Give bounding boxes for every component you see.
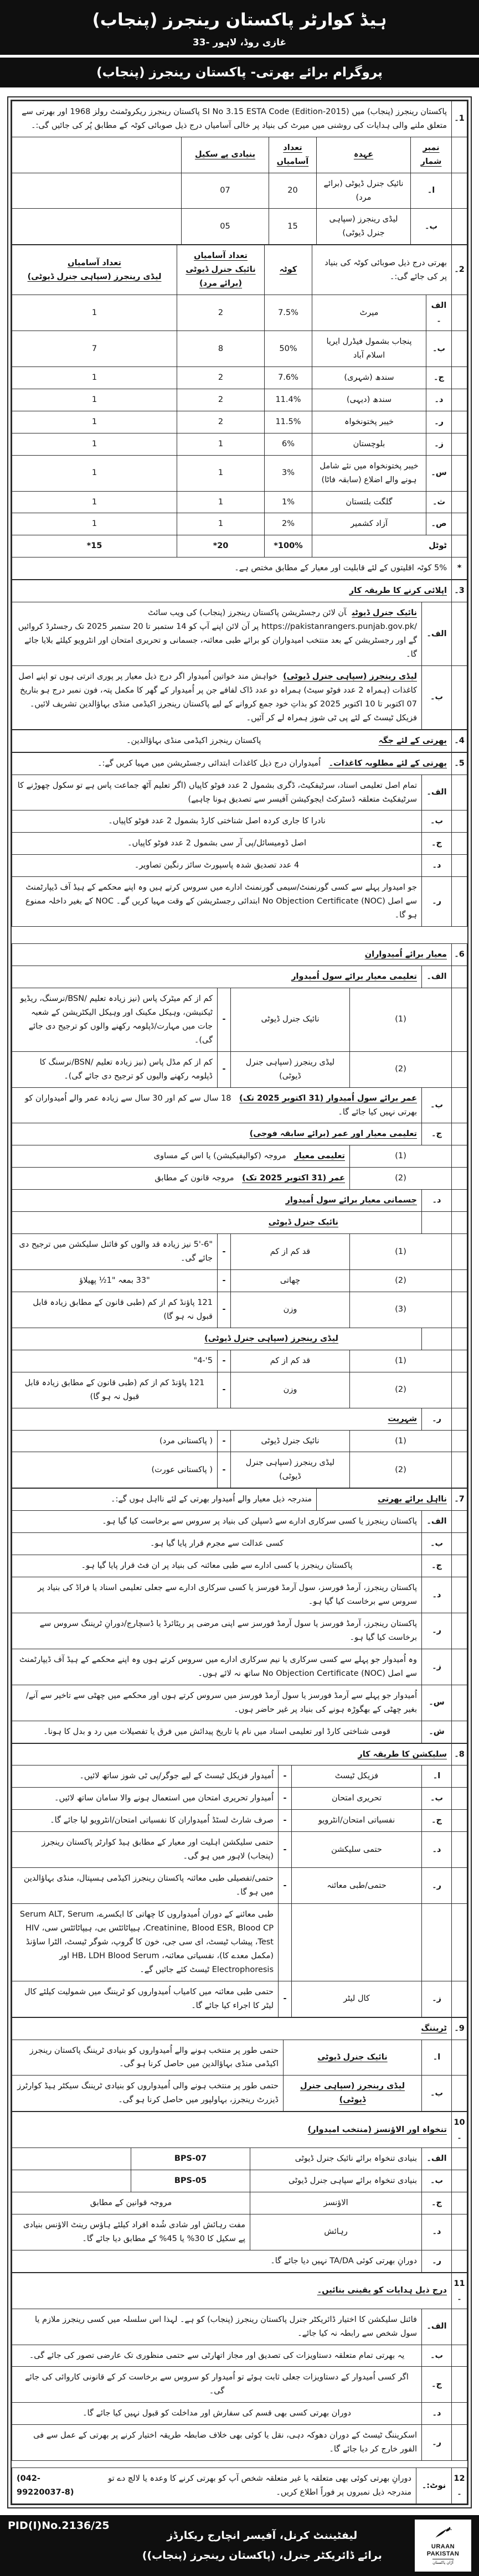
female-count: 1 [12, 295, 177, 331]
section5-intro: اُمیدواران درج ذیل کاغذات ابتدائی رجسٹریشن میں مہیا کریں گے:۔ [97, 758, 321, 768]
section10-heading: تنخواہ اور الاؤنسز (منتخب امیدوار) [12, 2112, 452, 2148]
vacancy-count: 15 [269, 209, 317, 245]
document-text: 4 عدد تصدیق شدہ پاسپورٹ سائز رنگین تصاویر۔ [12, 855, 422, 877]
section-10-pay [12, 2112, 467, 2273]
step-name: کال لیٹر [292, 1981, 422, 2017]
col-header-female [12, 245, 177, 295]
criterion-name: نائیک جنرل ڈیوٹی [231, 988, 350, 1051]
section-number: 2۔ [452, 245, 467, 295]
criterion-row: (1) نائیک جنرل ڈیوٹی - ( پاکستانی مرد) [12, 1430, 467, 1452]
criterion-text: کم از کم میٹرک پاس (نیز زیادہ تعلیم /BSN/نرسنگ، ریڈیو ٹیکنیشن، وہیکل مکینک اور وہیکل الیکٹریشن کے شعبہ جات میں مہارت/ڈپلومہ رکھنے والوں کو ترجیح دی جائے گی)۔ [12, 988, 218, 1051]
section5-heading: بھرتی کے لئے مطلوبہ کاغذات۔ [328, 758, 447, 768]
section-number: 6۔ [452, 944, 467, 966]
signature-line-1: لیفٹیننٹ کرنل، آفیسر انچارج ریکارڈز [167, 2529, 358, 2542]
citizenship-heading: شہریت [12, 1408, 422, 1430]
section-number: 12۔ [452, 2468, 467, 2504]
dash-separator: - [218, 988, 231, 1051]
venue-text: پاکستان رینجرز اکیڈمی منڈی بہاؤالدین۔ [126, 736, 261, 745]
bird-icon [434, 2526, 452, 2543]
instruction-row: د۔ دوران بھرتی کسی بھی قسم کی سفارش اور مداخلت کو قبول نہیں کیا جائے گا۔ [12, 2403, 467, 2425]
total-label: ٹوٹل [312, 535, 452, 557]
selection-row: ر۔ حتمی/طبی معائنہ - حتمی/تفصیلی طبی معائنہ پاکستان رینجرز اکیڈمی ہسپتال، منڈی بہاؤالدین میں ہو گا۔ [12, 1868, 467, 1904]
criterion-index: (1) [350, 988, 452, 1051]
section9-heading: ٹریننگ [12, 2017, 452, 2040]
apply-text: آن لائن رجسٹریشن پاکستان رینجرز (پنجاب) کی ویب سائٹ /https://pakistanrangers.punjab.gov.pk پر آن لائن اپنے آپ کو 14 ستمبر تا 20 ستمبر 2025 تک رجسٹرڈ کروائیں گے اور رجسٹریشن کے بعد منتخب امیدواران کو برائے طبی معائنہ، جسمانی و تحریری امتحان اور انٹرویو کیلئے بلایا جائے گا۔ [18, 608, 417, 659]
pay-row: الف۔ بنیادی تنخواہ برائے نائیک جنرل ڈیوٹی BPS-07 [12, 2148, 467, 2170]
quota-row: ج۔ سندھ (شہری) 7.6% 2 1 [12, 366, 467, 389]
physical-civil-heading: جسمانی معیار برائے سول اُمیدوار [12, 1190, 422, 1212]
section-number: 9۔ [452, 2017, 467, 2040]
apply-row [12, 602, 467, 666]
table-row [12, 209, 467, 245]
ineligible-row: س۔ اُمیدوار جو پہلے سے آرمڈ فورسز یا سول آرمڈ فورسز میں سروس کرتے ہوں اور محکمے میں چھٹی سے تاخیر سے آنے/بغیر چھٹی کے بھگوڑہ ہونے کی بنیاد پر غیر حاضر ہوں۔ [12, 1685, 467, 1721]
training-text: حتمی طور پر منتخب ہونے والی اُمیدواروں کو بنیادی ٹریننگ سیکٹر ہیڈ کوارٹرز ڈیزرٹ رینجرز، بہاولپور میں حاصل کرنا ہو گی۔ [12, 2076, 284, 2112]
section-9-training [12, 2017, 467, 2112]
section-number: 5۔ [452, 752, 467, 775]
section-gap [12, 2461, 467, 2467]
instruction-row: ب۔ یہ بھرتی تمام متعلقہ دستاویزات کی تصدیق اور مجاز اتھارٹی سے حتمی منظوری تک عارضی تصور کی جائے گی۔ [12, 2345, 467, 2367]
medical-tests-text: طبی معائنے کے دوران اُمیدواروں کا چھاتی کا ایکسرے، Serum ALT, Serum Creatinine, Blood ESR, Blood CP، ہیپاٹائٹس بی، ہیپاٹائٹس سی، HIV Test، پیشاب ٹیسٹ، ای سی جی، خون کا گروپ، شوگر ٹیسٹ، الٹرا ساؤنڈ (مکمل معدے کا)، نفسیاتی معائنہ، HB، LDH Blood Serum اور Electrophoresis ٹیسٹ کئے جائیں گے۔ [12, 1904, 279, 1981]
criterion-row: (3) وزن - 121 پاؤنڈ کم از کم (طبی قانون کے مطابق زیادہ قابل قبول نہ ہو گا) [12, 1292, 467, 1328]
tada-text: دورانِ بھرتی کوئی TA/DA نہیں دیا جائے گا۔ [12, 2250, 422, 2272]
pay-row: ر۔ دورانِ بھرتی کوئی TA/DA نہیں دیا جائے گا۔ [12, 2250, 467, 2272]
section-number: 8۔ [452, 1743, 467, 1765]
section2-intro: بھرتی درج ذیل صوبائی کوٹہ کی بنیاد پر کی جائے گی:۔ [312, 245, 452, 295]
pay-row: د۔ رہائش مفت رہائش اور شادی شُدہ افراد کیلئے ہاؤس رینٹ الاؤنس بنیادی پے سکیل کا 30% یا 45% کے مطابق دیا جائے گا۔ [12, 2214, 467, 2250]
program-banner: پروگرام برائے بھرتی- پاکستان رینجرز (پنجاب) [0, 55, 479, 87]
section-7-ineligible [12, 1488, 467, 1743]
criterion-row: (1) تعلیمی معیار مروجہ (کوالیفیکیشن) یا اس کے مساوی [12, 1145, 467, 1168]
age-civil-text: 18 سال سے کم اور 30 سال سے زیادہ عمر والے اُمیدواران کو بھرتی نہیں کیا جائے گا۔ [24, 1093, 417, 1117]
quota-row: ر۔ خیبر پختونخواہ 11.5% 2 1 [12, 411, 467, 433]
section-number: 7۔ [452, 1489, 467, 1511]
ineligible-row: ش۔ قومی شناختی کارڈ اور تعلیمی اسناد میں نام یا تاریخ پیدائش میں فرق یا تفصیلات میں رد و بدل کا ہونا۔ [12, 1721, 467, 1743]
criterion-row: (2) لیڈی رینجرز (سپاہی جنرل ڈیوٹی) - ( پاکستانی عورت) [12, 1452, 467, 1488]
quota-row: ب۔ پنجاب بشمول فیڈرل ایریا اسلام آباد 50% 8 7 [12, 331, 467, 367]
quota-label: میرٹ [312, 295, 426, 331]
note-text: دورانِ بھرتی کوئی بھی متعلقہ یا غیر متعلقہ شخص آپ کو بھرتی کرنے کا وعدہ یا لالچ دے تو مندرجہ ذیل نمبروں پر فوراً اطلاع کریں۔ [108, 2474, 411, 2497]
ineligible-row: الف۔ پاکستان رینجرز یا کسی سرکاری ادارے سے ڈسپلن کی بنیاد پر سروس سے برخاست کیا گیا ہو۔ [12, 1511, 467, 1533]
section-5-documents [12, 752, 467, 927]
document-row: ج۔ اصل ڈومیسائل/پی آر سی بشمول 2 عدد فوٹو کاپیاں۔ [12, 833, 467, 855]
document-row: ر۔ جو امیدوار پہلے سے کسی گورنمنٹ/سیمی گورنمنٹ ادارے میں سروس کرتے ہیں وہ اپنے محکمے کے ہیڈ آف ڈیپارٹمنٹ سے اصل No Objection Certificate (NOC) ابتدائی رجسٹریشن کے وقت مہیا کریں گے۔ NOC کے بغیر داخلہ ممنوع ہو گا۔ [12, 877, 467, 927]
post-name: لیڈی رینجرز (سپاہی جنرل ڈیوٹی) [317, 209, 411, 245]
section7-intro: مندرجہ ذیل معیار والے اُمیدوار بھرتی کے لئے نااہل ہوں گے:۔ [12, 1489, 317, 1511]
section11-heading: درج ذیل ہدایات کو یقینی بنائیں۔ [12, 2273, 452, 2309]
signature-line-2: برائے ڈائریکٹر جنرل، (پاکستان رینجرز (پنجاب)) [142, 2549, 382, 2562]
pay-row: ج۔ الاؤنسز مروجہ قوانین کے مطابق [12, 2192, 467, 2214]
signature-block [110, 2526, 415, 2565]
training-row: ب۔ لیڈی رینجرز (سپاہی جنرل ڈیوٹی) حتمی طور پر منتخب ہونے والی اُمیدواروں کو بنیادی ٹریننگ سیکٹر ہیڈ کوارٹرز ڈیزرٹ رینجرز، بہاولپور میں حاصل کرنا ہو گی۔ [12, 2076, 467, 2112]
section-number: 10۔ [452, 2112, 467, 2148]
apply-row [12, 665, 467, 729]
col-header-count: تعداد آسامیاں [269, 137, 317, 173]
pid-number: PID(I)No.2136/25 [8, 2520, 110, 2532]
ineligible-row: ب۔ کسی عدالت سے مجرم قرار پایا گیا ہو۔ [12, 1533, 467, 1555]
quota-row [12, 295, 467, 331]
section6-heading: معیار برائے اُمیدواران [12, 944, 452, 966]
section-number: 3۔ [452, 580, 467, 602]
ineligible-row: ج۔ پاکستان رینجرز یا کسی ادارے سے طبی معائنہ کی بنیاد پر ان فٹ قرار پایا گیا ہو۔ [12, 1555, 467, 1577]
pay-text: مفت رہائش اور شادی شُدہ افراد کیلئے ہاؤس رینٹ الاؤنس بنیادی پے سکیل کا 30% یا 45% کے مطابق دیا جائے گا۔ [12, 2214, 250, 2250]
criterion-row: (1) قد کم از کم - "6-'5 نیز زیادہ قد والوں کو فائنل سلیکشن میں ترجیح دی جائے گی۔ [12, 1234, 467, 1270]
selection-row: ا۔ فزیکل ٹیسٹ - اُمیدوار فزیکل ٹیسٹ کے لیے جوگر/پی ٹی شوز ساتھ لائیں۔ [12, 1765, 467, 1788]
criterion-row [12, 988, 467, 1051]
star-mark: * [452, 557, 467, 580]
step-text: اُمیدوار فزیکل ٹیسٹ کے لیے جوگر/پی ٹی شوز ساتھ لائیں۔ [12, 1765, 279, 1788]
logo-text-line1: URAAN [431, 2543, 455, 2550]
step-name: فزیکل ٹیسٹ [292, 1765, 422, 1788]
selection-row: د۔ حتمی سلیکشن - حتمی سلیکشن اہلیت اور معیار کے مطابق ہیڈ کوارٹر پاکستان رینجرز (پنجاب) لاہور میں ہو گی۔ [12, 1832, 467, 1868]
pay-scale: 07 [182, 173, 269, 209]
row-serial: ب۔ [422, 665, 452, 729]
col-header-serial: نمبر شمار [411, 137, 452, 173]
pay-label: بنیادی تنخواہ برائے سپاہی جنرل ڈیوٹی [250, 2170, 422, 2192]
selection-row: ج۔ نفسیاتی امتحان/انٹرویو - صرف شارٹ لسٹڈ اُمیدواران کا نفسیاتی امتحان/انٹرویو لیا جائے گا۔ [12, 1810, 467, 1832]
male-count: 2 [177, 295, 265, 331]
training-text: حتمی طور پر منتخب ہونے والے اُمیدواروں کو بنیادی ٹریننگ پاکستان رینجرز اکیڈمی منڈی بہاؤالدین میں حاصل کرنا ہو گی۔ [12, 2040, 284, 2076]
criterion-row: (2) چھاتی - "33 بمعہ "1½ پھیلاؤ [12, 1270, 467, 1292]
section-3-apply [12, 580, 467, 729]
quota-row: ز۔ بلوچستان 6% 1 1 [12, 433, 467, 455]
quota-row: ص۔ آزاد کشمیر 2% 1 1 [12, 513, 467, 535]
logo-tagline: اُڑان پاکستان [432, 2559, 454, 2565]
male-post-label: نائیک جنرل ڈیوٹی (برائے مرد) [186, 265, 256, 288]
criterion-text: مروجہ (کوالیفیکیشن) یا اس کے مساوی [153, 1152, 286, 1161]
quota-row: د۔ سندھ (دیہی) 11.4% 2 1 [12, 389, 467, 411]
section-11-instructions [12, 2273, 467, 2461]
apply-text: خواہش مند خواتین اُمیدوار اگر درج ذیل معیار پر پوری اترتی ہوں تو اپنے اصل کاغذات (ہمراہ 2 عدد فوٹو سیٹ) ہمراہ دو عدد ڈاک لفافے جن پر اُمیدوار کے گھر کا مکمل پتہ، فون نمبر درج ہو بتاریخ 07 اکتوبر تا 10 اکتوبر 2025 کو بذاتِ خود جمع کروانے کے لیے پاکستان رینجرز اکیڈمی منڈی بہاؤالدین تشریف لائیں۔ فزیکل ٹیسٹ کے لئے پی ٹی شوز ہمراہ لے کر آئیں۔ [18, 672, 417, 722]
logo-text-line2: PAKISTAN [426, 2551, 460, 2558]
step-text: حتمی طبی معائنہ میں کامیاب اُمیدواروں کو ٹریننگ میں شمولیت کیلئے کال لیٹر کا اجراء کیا جائے گا۔ [12, 1981, 279, 2017]
instruction-row: ج۔ اگر کسی اُمیدوار کے دستاویزات جعلی ثابت ہوئے تو اُمیدوار کو سروس سے برخاست کر کے قانونی کاروائی کی جائے گی۔ [12, 2367, 467, 2403]
criterion-row: (2) وزن - 121 پاؤنڈ کم از کم (طبی قانون کے مطابق زیادہ قابل قبول نہ ہو گا) [12, 1372, 467, 1408]
quota-pct: 7.5% [265, 295, 312, 331]
criterion-row: (2) عمر (31 اکتوبر 2025 تک) مروجہ قانون کے مطابق [12, 1168, 467, 1190]
document-row: ب۔ نادرا کا جاری کردہ اصل شناختی کارڈ بشمول 2 عدد فوٹو کاپیاں۔ [12, 811, 467, 833]
selection-row: ز۔ کال لیٹر - حتمی طبی معائنہ میں کامیاب اُمیدواروں کو ٹریننگ میں شمولیت کیلئے کال لیٹر کا اجراء کیا جائے گا۔ [12, 1981, 467, 2017]
instruction-row: ر۔ اسکریننگ ٹیسٹ کے دوران دھوکہ دہی، نقل یا کوئی بھی خلاف ضابطہ طریقہ اختیار کرنے پر بھرتی کے عمل سے فی الفور خارج کر دیا جائے گا۔ [12, 2425, 467, 2461]
pay-scale-value: BPS-05 [131, 2170, 250, 2192]
post-name: نائیک جنرل ڈیوٹی (برائے مرد) [317, 173, 411, 209]
criterion-name: تعلیمی معیار [294, 1152, 345, 1161]
pay-scale-value: BPS-07 [131, 2148, 250, 2170]
total-male: 20* [177, 535, 265, 557]
section1-intro: پاکستان رینجرز (پنجاب) میں SI No 3.15 ESTA Code (Edition-2015) پاکستان رینجرز ریکروٹمنٹ رولز 1968 اور بھرتی سے متعلق ملنے والی ہدایات کی روشنی میں میرٹ کی بنیاد پر خالی آسامیاں درج ذیل صوبائی کوٹہ کے مطابق پُر کی جائیں گی:۔ [12, 101, 452, 137]
female-post-label: لیڈی رینجرز (سپاہی جنرل ڈیوٹی) [27, 272, 162, 281]
footer-bar [0, 2515, 479, 2576]
quota-note-row [12, 557, 467, 580]
physical-female-subheading: لیڈی رینجرز (سپاہی جنرل ڈیوٹی) [12, 1328, 422, 1350]
col-header-male [177, 245, 265, 295]
pay-label: الاؤنسز [250, 2192, 422, 2214]
spacer-cell [452, 137, 467, 173]
selection-row: ب۔ تحریری امتحان - اُمیدوار تحریری امتحان میں استعمال ہونے والا سامان ساتھ لائیں۔ [12, 1788, 467, 1810]
post-name: نائیک جنرل ڈیوٹی [284, 2040, 422, 2076]
total-female: 15* [12, 535, 177, 557]
col-header-post: عہدہ [317, 137, 411, 173]
section-1-vacancies [12, 101, 467, 245]
section-6-standards: 6۔ معیار برائے اُمیدواران الف۔ تعلیمی معیار برائے سول اُمیدوار (1) نائیک جنرل ڈیوٹی - کم از کم میٹرک پاس (نیز زیادہ تعلیم /BSN/نرسنگ، ریڈیو ٹیکنیشن، وہیکل مکینک اور وہیکل الیکٹریشن کے شعبہ جات میں مہارت/ڈپلومہ رکھنے والوں کو ترجیح دی جائے گی)۔ (2) لیڈی رینجرز (سپاہی جنرل ڈیوٹی) - کم از کم مڈل پاس (نیز زیادہ تعلیم /BSN/نرسنگ کا ڈپلومہ رکھنے والیوں کو ترجیح دی جائے گی)۔ ب۔ عمر برائے سول اُمیدوار (31 اکتوبر 2025 تک) 18 سال سے کم اور 30 سال سے زیادہ عمر والے اُمیدواران کو بھرتی نہیں کیا جائے گا۔ ج۔ تعلیمی معیار اور عمر (برائے سابقہ فوجی) (1) تعلیمی معیار مروجہ (کوالیفیکیشن) یا اس کے مساوی (2) عمر (31 اکتوبر 2025 تک) مروجہ قانون کے مطابق د۔ جسمانی معیار برائے سول اُمیدوار نائیک جنرل ڈیوٹی (1) قد کم از کم - "6-'5 نیز زیادہ قد والوں کو فائنل سلیکشن میں ترجیح دی جائے گی۔ (2) چھاتی - "33 بمعہ "1½ پھیلاؤ (3) وزن - 121 پاؤنڈ کم از کم (طبی قانون کے مطابق زیادہ قابل قبول نہ ہو گا) لیڈی رینجرز (سپاہی جنرل ڈیوٹی) (1) قد کم از کم - 5'-4" (2) وزن - 121 پاؤنڈ کم از کم (طبی قانون کے مطابق زیادہ قابل قبول نہ ہو گا) ر۔ شہریت (1) نائیک جنرل ڈیوٹی - ( پاکستانی مرد) (2) لیڈی رینجرز (سپاہی جنرل ڈیوٹی) - ( پاکستانی عورت) [12, 943, 467, 1488]
section-8-selection [12, 1743, 467, 2017]
spacer-cell [12, 137, 182, 173]
count-label: تعداد آسامیاں [68, 258, 121, 267]
uraan-pakistan-logo [415, 2520, 471, 2572]
vacancy-count: 20 [269, 173, 317, 209]
post-name: لیڈی رینجرز (سپاہی جنرل ڈیوٹی) [284, 2076, 422, 2112]
quota-total-row [12, 535, 467, 557]
section7-heading: نااہل برائے بھرتی [316, 1489, 451, 1511]
section-number: 4۔ [452, 730, 467, 752]
document-row: د۔ 4 عدد تصدیق شدہ پاسپورٹ سائز رنگین تصاویر۔ [12, 855, 467, 877]
section-2-quota [12, 245, 467, 580]
pay-label: رہائش [250, 2214, 422, 2250]
criterion-text: مروجہ قانون کے مطابق [154, 1174, 234, 1183]
section4-heading: بھرتی کے لئے جگہ [378, 736, 447, 745]
section-4-venue [12, 730, 467, 752]
document-text: نادرا کا جاری کردہ اصل شناختی کارڈ بشمول 2 عدد فوٹو کاپیاں۔ [12, 811, 422, 833]
training-row: ا۔ نائیک جنرل ڈیوٹی حتمی طور پر منتخب ہونے والے اُمیدواروں کو بنیادی ٹریننگ پاکستان رینجرز اکیڈمی منڈی بہاؤالدین میں حاصل کرنا ہو گی۔ [12, 2040, 467, 2076]
document-row: الف۔ تمام اصل تعلیمی اسناد، سرٹیفکیٹ، ڈگری بشمول 2 عدد فوٹو کاپیاں (اگر تعلیم آٹھ جماعت پاس ہے تو سکول چھوڑنے کا سرٹیفکیٹ متعلقہ ڈسٹرکٹ ایجوکیشن آفیسر سے تصدیق ہونا چاہیے) [12, 775, 467, 811]
pay-label: بنیادی تنخواہ برائے نائیک جنرل ڈیوٹی [250, 2148, 422, 2170]
criterion-row: (2) لیڈی رینجرز (سپاہی جنرل ڈیوٹی) - کم از کم مڈل پاس (نیز زیادہ تعلیم /BSN/نرسنگ کا ڈپلومہ رکھنے والیوں کو ترجیح دی جائے گی)۔ [12, 1051, 467, 1087]
note-label: نوٹ:۔ [416, 2468, 452, 2504]
address-line: غازی روڈ، لاہور -33 [192, 37, 287, 48]
pay-row: ب۔ بنیادی تنخواہ برائے سپاہی جنرل ڈیوٹی BPS-05 [12, 2170, 467, 2192]
ineligible-row: د۔ پاکستان رینجرز، آرمڈ فورسز، سول آرمڈ فورسز یا کسی سرکاری ادارے سے جعلی تعلیمی اسناد یا فراڈ کی بنیاد پر سروس سے برخاست کیا گیا ہو۔ [12, 1577, 467, 1613]
quota-row: س۔ خیبر پختونخواہ میں نئے شامل ہونے والے اضلاع (سابقہ فاٹا) 3% 1 1 [12, 455, 467, 491]
instruction-row: الف۔ فائنل سلیکشن کا اختیار ڈائریکٹر جنرل پاکستان رینجرز (پنجاب) کو ہے۔ لہذا اس سلسلہ میں کسی رینجرز ملازم یا سول شخص سے رابطہ نہ کیا جائے۔ [12, 2309, 467, 2345]
pay-text: مروجہ قوانین کے مطابق [12, 2192, 250, 2214]
edu-civil-heading: تعلیمی معیار برائے سول اُمیدوار [12, 966, 422, 988]
count-label: تعداد آسامیاں [194, 251, 248, 261]
minority-quota-note: 5% کوٹہ اقلیتوں کے لئے قابلیت اور معیار کے مطابق مختص ہے۔ [12, 557, 452, 580]
row-serial: ا۔ [411, 173, 452, 209]
section-gap [12, 927, 467, 943]
pay-scale: 05 [182, 209, 269, 245]
ineligible-row: ر۔ پاکستان رینجرز، آرمڈ فورسز یا سول آرمڈ فورسز سے اپنی مرضی پر ریٹائرڈ یا ڈسچارج/دورانِ ٹریننگ سروس سے برخاست کیا گیا ہو۔ [12, 1613, 467, 1649]
page-title: ہیڈ کوارٹر پاکستان رینجرز (پنجاب) [92, 10, 387, 30]
col-header-quota: کوٹہ [265, 245, 312, 295]
ineligible-row: ز۔ وہ اُمیدوار جو پہلے سے کسی سرکاری یا نیم سرکاری ادارے میں سروس کرتے ہوں وہ اپنے محکمے کے ہیڈ آف ڈیپارٹمنٹ سے اصل No Objection Certificate (NOC) ساتھ نہ لائے ہوں۔ [12, 1649, 467, 1685]
document-text: تمام اصل تعلیمی اسناد، سرٹیفکیٹ، ڈگری بشمول 2 عدد فوٹو کاپیاں (اگر تعلیم آٹھ جماعت پاس ہے تو سکول چھوڑنے کا سرٹیفکیٹ متعلقہ ڈسٹرکٹ ایجوکیشن آفیسر سے تصدیق ہونا چاہیے) [12, 775, 422, 811]
age-civil-heading: عمر برائے سول اُمیدوار (31 اکتوبر 2025 تک) [239, 1093, 417, 1103]
quota-row: ث۔ گلگت بلتستان 1% 1 1 [12, 491, 467, 513]
document-frame [7, 96, 472, 2508]
row-serial: الف۔ [426, 295, 452, 331]
section8-heading: سلیکشن کا طریقہ کار [12, 1743, 452, 1765]
masthead [0, 0, 479, 55]
section-number: 1۔ [452, 101, 467, 137]
criterion-row: (1) قد کم از کم - 5'-4" [12, 1350, 467, 1372]
exservicemen-heading: تعلیمی معیار اور عمر (برائے سابقہ فوجی) [12, 1123, 422, 1145]
total-pct: 100%* [265, 535, 312, 557]
post-lead: لیڈی رینجرز (سپاہی جنرل ڈیوٹی) [283, 672, 417, 681]
section-number: 11۔ [452, 2273, 467, 2309]
medical-tests-row [12, 1904, 467, 1981]
row-serial: ب۔ [411, 209, 452, 245]
physical-male-subheading: نائیک جنرل ڈیوٹی [12, 1212, 422, 1234]
table-row [12, 173, 467, 209]
section-12-note [12, 2467, 467, 2504]
section3-heading: اپلائی کرنے کا طریقہ کار [12, 580, 452, 602]
col-header-scale: بنیادی پے سکیل [182, 137, 269, 173]
document-text: اصل ڈومیسائل/پی آر سی بشمول 2 عدد فوٹو کاپیاں۔ [12, 833, 422, 855]
row-serial: الف۔ [422, 602, 452, 666]
criterion-name: عمر (31 اکتوبر 2025 تک) [242, 1174, 345, 1183]
post-lead: نائیک جنرل ڈیوٹی [352, 608, 417, 618]
contact-phone: (042-99220037-8) [17, 2474, 74, 2497]
document-text: جو امیدوار پہلے سے کسی گورنمنٹ/سیمی گورنمنٹ ادارے میں سروس کرتے ہیں وہ اپنے محکمے کے ہیڈ آف ڈیپارٹمنٹ سے اصل No Objection Certificate (NOC) ابتدائی رجسٹریشن کے وقت مہیا کریں گے۔ NOC کے بغیر داخلہ ممنوع ہو گا۔ [12, 877, 422, 927]
